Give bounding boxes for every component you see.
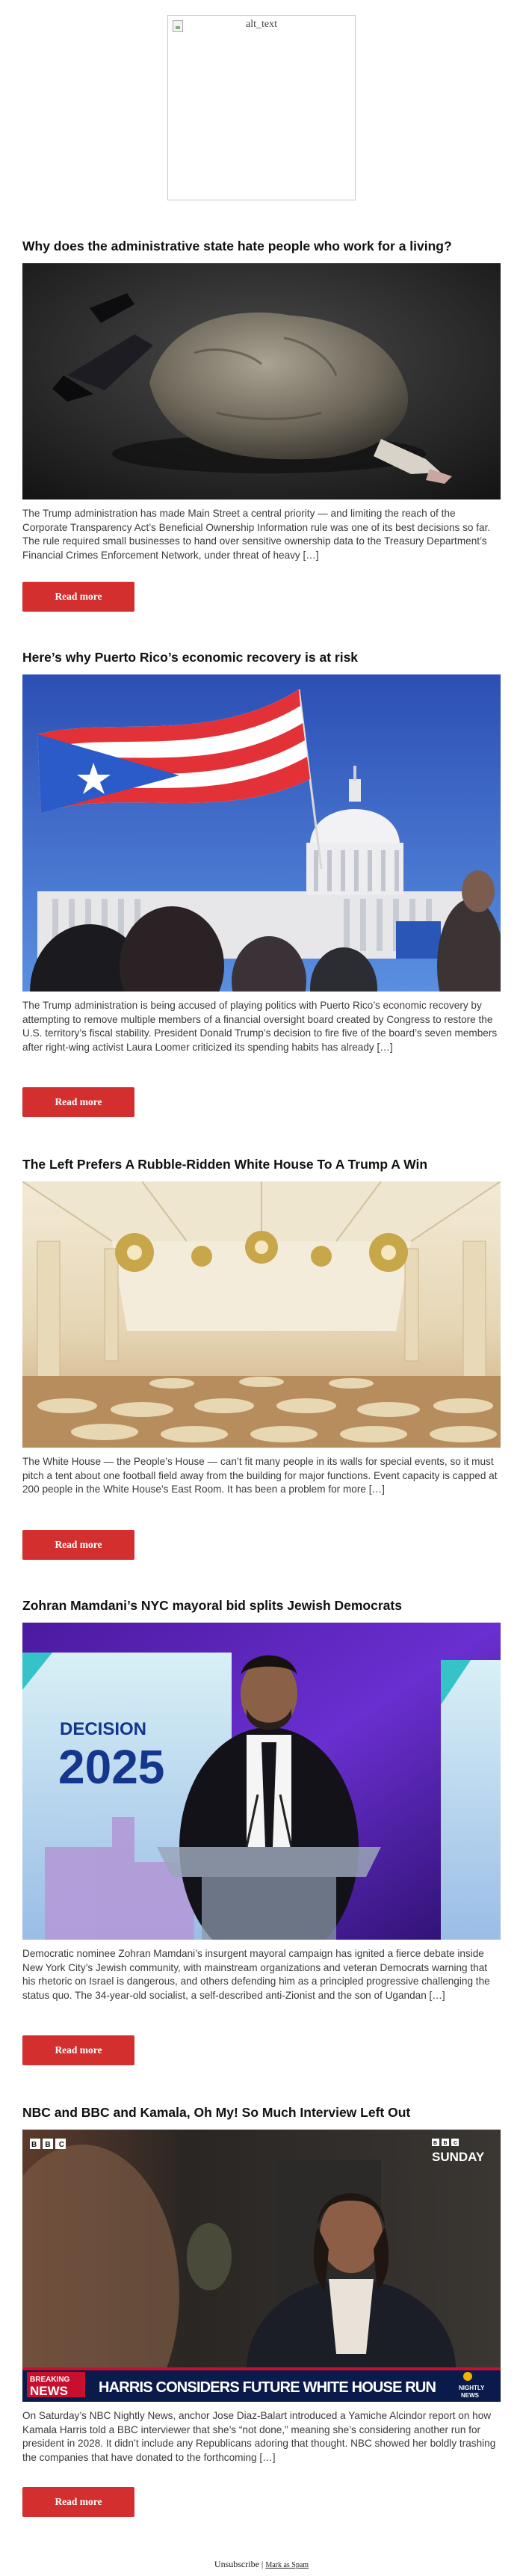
year-label: 2025 <box>58 1740 165 1794</box>
article-excerpt: On Saturday’s NBC Nightly News, anchor Jose Diaz-Balart introduced a Yamiche Alcindor report on how Kamala Harris told a BBC interviewer that she’s “not done,” meaning she’s considering another run for president in 2028. It didn’t include any Republicans adoring that thought. NBC showed her boldly trashing the companies that have donated to the forthcoming […] <box>22 2410 496 2463</box>
ballroom-rendering <box>22 1181 501 1448</box>
capitol-flag-photo <box>22 674 501 992</box>
bbc-logo-text: BBC <box>31 2141 64 2149</box>
decision-label: DECISION <box>60 1719 147 1739</box>
article-excerpt: The Trump administration has made Main Street a central priority — and limiting the reach of the Corporate Transparency Act’s Beneficial Ownership Information rule was one of its best decisions so far. The rule required small businesses to hand over sensitive ownership data to the Treasury Department’s Financial Crimes Enforcement Network, under threat of heavy […] <box>22 508 491 561</box>
article-excerpt: The White House — the People’s House — can’t fit many people in its walls for special events, so it must pitch a tent about one football field away from the building for major functions. Event capacity is capped at 200 people in the White House’s East Room. It has been a problem for more […] <box>22 1456 498 1495</box>
article-image-puerto-rico-capitol[interactable] <box>22 674 501 992</box>
read-more-button[interactable]: Read more <box>22 2487 134 2517</box>
article-4 <box>22 1597 501 2056</box>
unsubscribe-link[interactable]: Unsubscribe <box>214 2559 259 2569</box>
harris-interview-still <box>22 2130 501 2402</box>
article-image-harris-interview[interactable] <box>22 2130 501 2402</box>
footer-separator: | <box>261 2559 264 2569</box>
article-title[interactable]: Here’s why Puerto Rico’s economic recovery is at risk <box>22 650 359 665</box>
article-title[interactable]: Why does the administrative state hate people who work for a living? <box>22 239 452 253</box>
article-title[interactable]: NBC and BBC and Kamala, Oh My! So Much Interview Left Out <box>22 2105 411 2120</box>
mark-as-spam-link[interactable]: Mark as Spam <box>265 2561 309 2569</box>
logo-image-broken <box>167 15 356 200</box>
article-1 <box>22 238 501 602</box>
article-title[interactable]: The Left Prefers A Rubble-Ridden White House To A Trump A Win <box>22 1157 428 1172</box>
article-image-ballroom[interactable] <box>22 1181 501 1448</box>
footer <box>0 2559 523 2570</box>
rock-illustration <box>22 263 501 499</box>
article-image-rock[interactable] <box>22 263 501 499</box>
read-more-button[interactable]: Read more <box>22 582 134 612</box>
nbc-news-label: NEWS <box>461 2392 479 2399</box>
article-title[interactable]: Zohran Mamdani’s NYC mayoral bid splits Jewish Democrats <box>22 1598 402 1613</box>
article-excerpt: Democratic nominee Zohran Mamdani’s insurgent mayoral campaign has ignited a fierce debate inside New York City’s Jewish community, with mainstream organizations and veteran Democrats warning that his rhetoric on Israel is dangerous, and others defending him as a principled progressive challenging the status quo. The 34-year-old socialist, a self-described anti-Zionist and the son of Ugandan […] <box>22 1948 490 2001</box>
read-more-button[interactable]: Read more <box>22 1087 134 1117</box>
article-5 <box>22 2104 501 2507</box>
article-excerpt: The Trump administration is being accused of playing politics with Puerto Rico’s economic recovery by attempting to remove multiple members of a financial oversight board created by Congress to restore the U.S. territory’s fiscal stability. President Donald Trump’s decision to fire five of the board’s seven members after right-wing activist Laura Loomer criticized its spending habits has already […] <box>22 1000 498 1053</box>
mamdani-podium-photo <box>22 1623 501 1940</box>
article-3 <box>22 1156 501 1550</box>
article-image-mamdani[interactable] <box>22 1623 501 1940</box>
article-2 <box>22 649 501 1107</box>
bbc-sunday-small-text: BBC <box>433 2141 457 2146</box>
lower-third-headline: HARRIS CONSIDERS FUTURE WHITE HOUSE RUN <box>99 2379 436 2396</box>
logo-alt-text: alt_text <box>246 19 277 30</box>
read-more-button[interactable]: Read more <box>22 1530 134 1560</box>
breaking-label: BREAKING <box>30 2376 70 2384</box>
sunday-label: SUNDAY <box>432 2150 485 2164</box>
nbc-nightly-label: NIGHTLY <box>459 2385 485 2391</box>
read-more-button[interactable]: Read more <box>22 2035 134 2065</box>
news-label: NEWS <box>30 2384 68 2398</box>
